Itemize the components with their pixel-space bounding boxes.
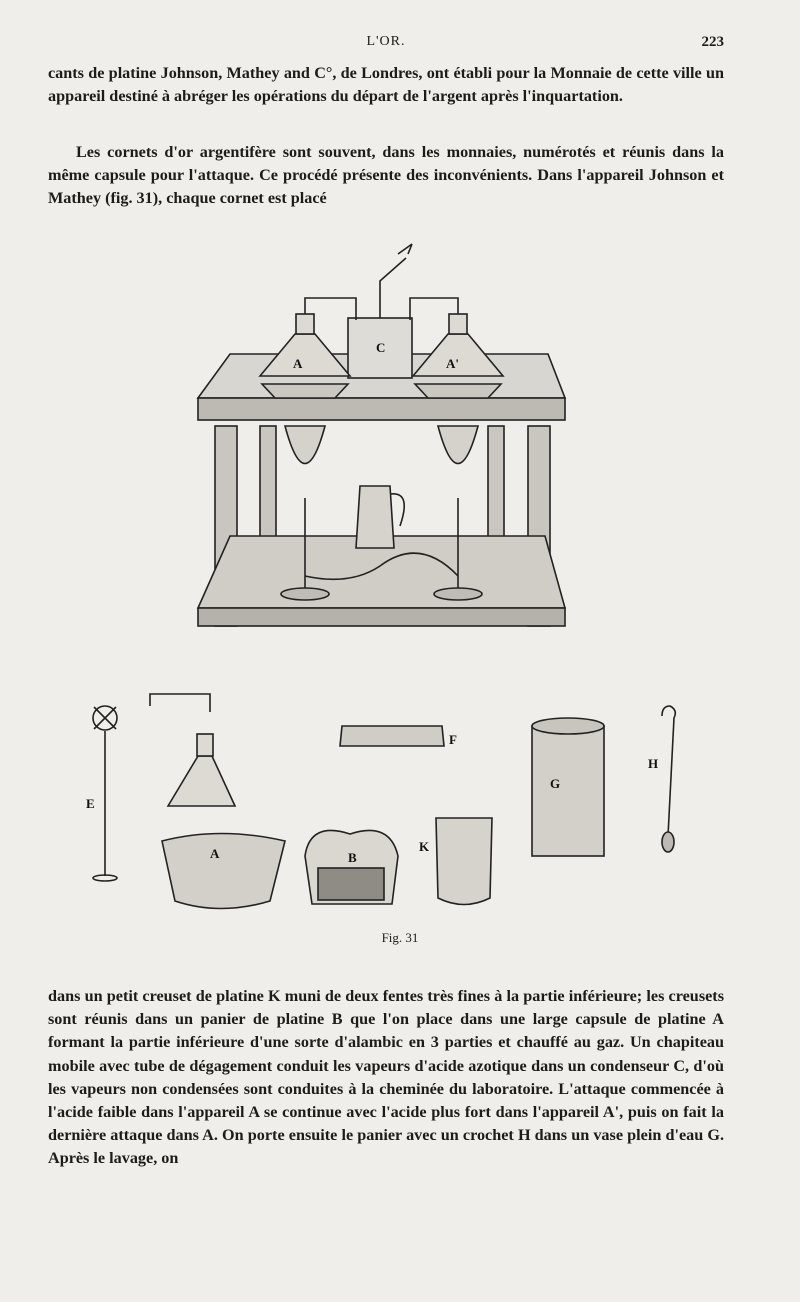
running-title: L'OR. <box>366 34 406 49</box>
loose-tube <box>150 694 210 712</box>
basket-grid <box>318 868 384 900</box>
label-a-prime: A' <box>446 356 459 371</box>
page-number: 223 <box>701 34 724 50</box>
column-back-left <box>260 426 276 544</box>
column-back-right <box>488 426 504 544</box>
jug <box>356 486 394 548</box>
flame-left <box>285 426 325 464</box>
label-c: C <box>376 340 386 355</box>
hook-h <box>662 706 675 836</box>
crucible-k <box>436 818 492 905</box>
paragraph-3: dans un petit creuset de platine K muni de deux fentes très fines à la partie inférieure; les creusets sont réunis dans un panier de platine B que l'on place dans une large capsule de platine A formant la partie inférieure d'une sorte d'alambic en 3 parties et chauffé au gaz. Un chapiteau mobile avec tube de dégagement conduit les vapeurs d'acide azotique dans un condenseur C, d'où les vapeurs non condensées sont conduites à la cheminée du laboratoire. L'attaque commencée à l'acide faible dans l'appareil A se continue avec l'acide plus fort dans l'appareil A', puis on fait la dernière attaque dans A. On porte ensuite le panier avec un crochet H dans un vase plein d'eau G. Après le lavage, on <box>48 987 724 1168</box>
figure-caption: Fig. 31 <box>381 930 419 945</box>
base-edge <box>198 608 565 626</box>
burner-right <box>434 588 482 600</box>
label-h: H <box>648 756 659 771</box>
label-a-capsule: A <box>210 846 220 861</box>
chimney-tube <box>380 258 406 318</box>
label-e: E <box>86 796 95 811</box>
vent-arrow <box>398 244 412 254</box>
label-b: B <box>348 850 357 865</box>
label-f: F <box>449 732 457 747</box>
flame-right <box>438 426 478 464</box>
paragraph-1: cants de platine Johnson, Mathey and C°, de Londres, ont établi pour la Monnaie de cette ville un appareil destiné à abréger les opérations du départ de l'argent après l'inquartation. <box>48 64 724 106</box>
loose-capital <box>168 756 235 806</box>
capsule-a <box>162 834 285 909</box>
label-a: A <box>293 356 303 371</box>
label-g: G <box>550 776 561 791</box>
burner-left <box>281 588 329 600</box>
figure-31 <box>80 236 680 926</box>
paragraph-2: Les cornets d'or argentifère sont souvent, dans les monnaies, numérotés et réunis dans la même capsule pour l'attaque. Ce procédé présente des inconvénients. Dans l'appareil Johnson et Mathey (fig. 31), chaque cornet est placé <box>48 143 724 208</box>
lid-f <box>340 726 444 746</box>
label-k: K <box>419 839 430 854</box>
running-head <box>48 34 724 54</box>
table-edge <box>198 398 565 420</box>
vase-g <box>532 726 604 856</box>
apparatus-illustration <box>80 236 680 926</box>
